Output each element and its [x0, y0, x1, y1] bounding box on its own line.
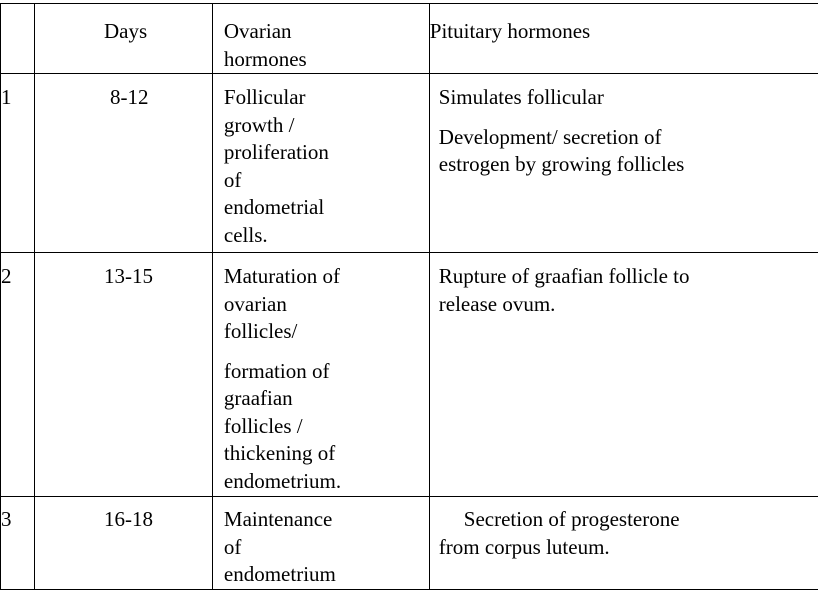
days-cell [34, 74, 212, 253]
row-number-cell [1, 497, 35, 590]
ovarian-cell [212, 74, 429, 253]
days-value: 16-18 [103, 507, 153, 531]
hormone-table [0, 3, 818, 590]
pituitary-cell [429, 74, 818, 253]
pituitary-cell [429, 497, 818, 590]
row-number: 3 [1, 507, 12, 531]
header-cell-pituitary [429, 4, 818, 74]
row-number-cell [1, 74, 35, 253]
header-cell-days [34, 4, 212, 74]
table-row [1, 253, 818, 497]
row-number: 2 [1, 264, 12, 288]
row-number: 1 [1, 85, 12, 109]
header-cell-number [1, 4, 35, 74]
days-cell [34, 497, 212, 590]
pituitary-cell [429, 253, 818, 497]
ovarian-cell [212, 253, 429, 497]
days-value: 13-15 [103, 264, 153, 288]
pituitary-text: Secretion of progesterone from corpus luteum. [438, 507, 680, 559]
header-cell-ovarian [212, 4, 429, 74]
ovarian-text: Maturation of ovarian follicles/ formation of graafian follicles / thickening of endometrium. [223, 264, 342, 493]
table-row [1, 497, 818, 590]
ovarian-cell [212, 497, 429, 590]
ovarian-text: Maintenance of endometrium [223, 507, 336, 586]
ovarian-text: Follicular growth / proliferation of endometrial cells. [223, 85, 329, 247]
pituitary-text: Rupture of graafian follicle to release ovum. [438, 264, 690, 316]
header-ovarian-label: Ovarian hormones [223, 19, 307, 71]
row-number-cell [1, 253, 35, 497]
table-header-row [1, 4, 818, 74]
days-cell [34, 253, 212, 497]
header-days-label: Days [103, 19, 148, 43]
header-pituitary-label: Pituitary hormones [429, 19, 591, 43]
table-row [1, 74, 818, 253]
days-value: 8-12 [109, 85, 149, 109]
pituitary-text: Simulates follicular Development/ secretion of estrogen by growing follicles [438, 85, 685, 176]
